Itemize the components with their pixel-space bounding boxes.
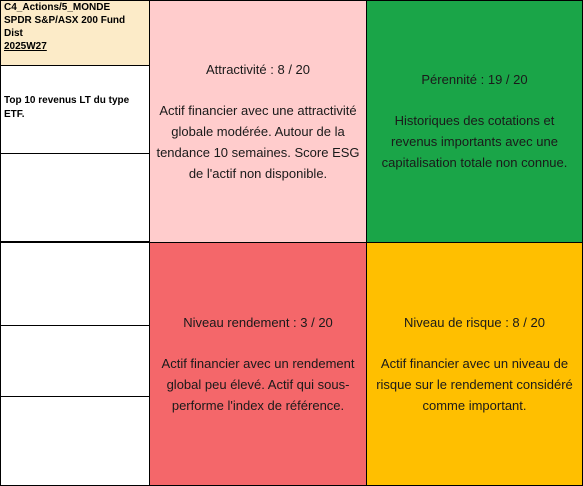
risque-text: Actif financier avec un niveau de risque sur le rendement considéré comme important.	[376, 355, 573, 413]
attractivite-title: Attractivité : 8 / 20	[205, 61, 311, 77]
risque-panel	[366, 242, 583, 486]
asset-name: SPDR S&P/ASX 200 Fund	[4, 15, 126, 26]
rendement-text: Actif financier avec un rendement global peu élevé. Actif qui sous-performe l'index de référence.	[161, 355, 355, 413]
empty-cell-2	[0, 242, 150, 326]
perennite-title: Pérennité : 19 / 20	[421, 72, 528, 87]
attractivite-text: Actif financier avec une attractivité globale modérée. Autour de la tendance 10 semaines. Score ESG de l'actif non disponible.	[156, 102, 360, 181]
attractivite-panel	[149, 0, 367, 243]
empty-cell-3	[0, 325, 150, 397]
perennite-text: Historiques des cotations et revenus importants avec une capitalisation totale non connue.	[381, 113, 568, 170]
rendement-title: Niveau rendement : 3 / 20	[183, 314, 333, 330]
risque-title: Niveau de risque : 8 / 20	[404, 314, 545, 330]
category-path: C4_Actions/5_MONDE	[4, 2, 111, 13]
perennite-panel	[366, 0, 583, 243]
rendement-panel	[149, 242, 367, 486]
ranking-note-text: Top 10 revenus LT du type ETF.	[4, 95, 130, 120]
asset-name-suffix: Dist	[4, 28, 23, 39]
period-week: 2025W27	[4, 41, 47, 52]
ranking-note	[0, 65, 150, 154]
asset-header	[0, 0, 150, 66]
empty-cell-1	[0, 153, 150, 242]
empty-cell-4	[0, 396, 150, 486]
